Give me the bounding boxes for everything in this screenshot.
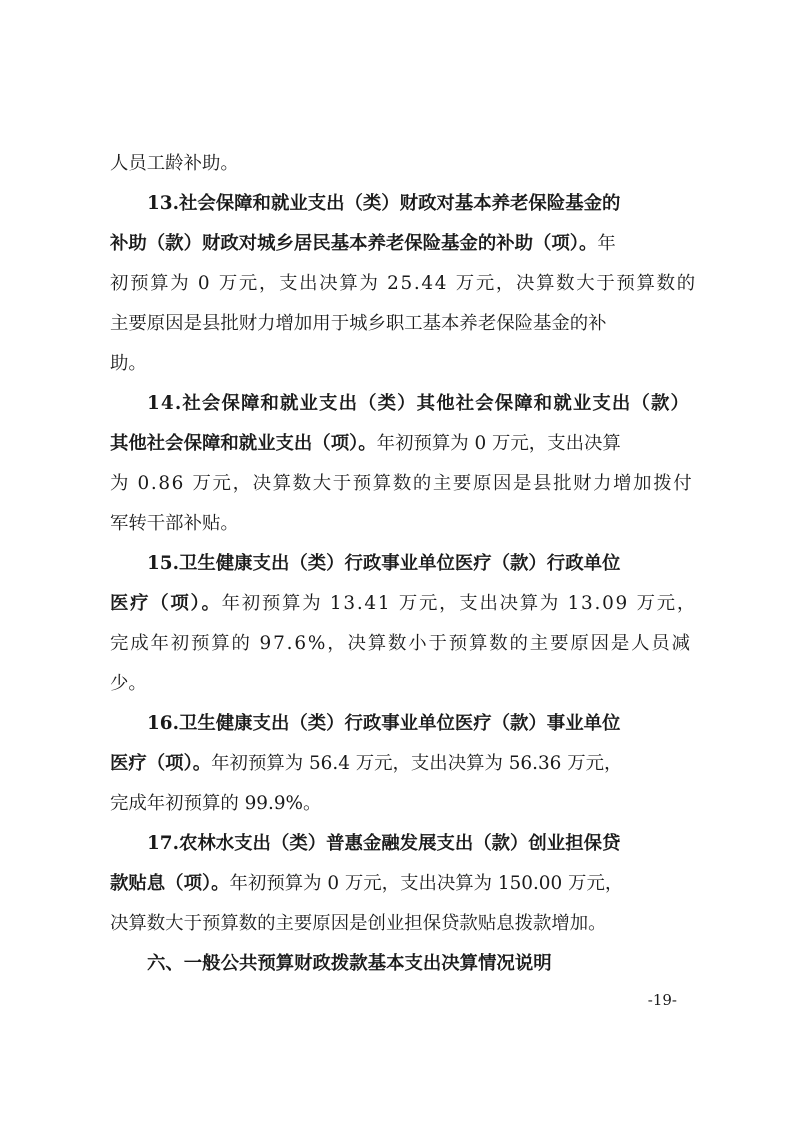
item-15-heading xyxy=(0,544,793,584)
paragraph-text: 补助（款）财政对城乡居民基本养老保险基金的补助（项）。年 xyxy=(110,233,616,254)
text-line xyxy=(0,664,793,704)
paragraph-text: 完成年初预算的 99.9%。 xyxy=(110,793,322,814)
text-line xyxy=(0,144,793,184)
item-16-heading xyxy=(0,704,793,744)
paragraph-text: 其他社会保障和就业支出（项）。年初预算为 0 万元，支出决算 xyxy=(110,433,621,454)
paragraph-text: 款贴息（项）。年初预算为 0 万元，支出决算为 150.00 万元， xyxy=(110,873,624,894)
paragraph-text: 人员工龄补助。 xyxy=(110,153,239,174)
text-line xyxy=(0,344,793,384)
item-17-heading xyxy=(0,824,793,864)
paragraph-text: 16.卫生健康支出（类）行政事业单位医疗（款）事业单位 xyxy=(147,713,621,734)
paragraph-text: 助。 xyxy=(110,353,147,374)
text-line xyxy=(0,504,793,544)
text-line xyxy=(0,264,793,304)
text-line xyxy=(0,904,793,944)
section-heading-text: 六、一般公共预算财政拨款基本支出决算情况说明 xyxy=(147,953,552,974)
item-14-heading xyxy=(0,384,793,424)
paragraph-text: 17.农林水支出（类）普惠金融发展支出（款）创业担保贷 xyxy=(147,833,621,854)
section-heading xyxy=(0,944,793,984)
text-line xyxy=(0,744,793,784)
paragraph-text: 医疗（项）。年初预算为 56.4 万元，支出决算为 56.36 万元， xyxy=(110,753,623,774)
text-line xyxy=(0,584,793,624)
paragraph-text: 13.社会保障和就业支出（类）财政对基本养老保险基金的 xyxy=(147,193,621,214)
paragraph-text: 初预算为 0 万元，支出决算为 25.44 万元，决算数大于预算数的 xyxy=(110,273,697,294)
text-line xyxy=(0,864,793,904)
text-line xyxy=(0,304,793,344)
text-line xyxy=(0,224,793,264)
paragraph-text: 完成年初预算的 97.6%，决算数小于预算数的主要原因是人员减 xyxy=(110,633,692,654)
paragraph-text: 15.卫生健康支出（类）行政事业单位医疗（款）行政单位 xyxy=(147,553,621,574)
page-number: -19- xyxy=(647,991,677,1009)
paragraph-text: 军转干部补贴。 xyxy=(110,513,239,534)
text-line xyxy=(0,424,793,464)
paragraph-text: 少。 xyxy=(110,673,147,694)
paragraph-text: 主要原因是县批财力增加用于城乡职工基本养老保险基金的补 xyxy=(110,313,607,334)
text-line xyxy=(0,464,793,504)
paragraph-text: 14.社会保障和就业支出（类）其他社会保障和就业支出（款） xyxy=(147,393,690,414)
paragraph-text: 医疗（项）。年初预算为 13.41 万元，支出决算为 13.09 万元， xyxy=(110,593,697,614)
text-line xyxy=(0,784,793,824)
item-13-heading xyxy=(0,184,793,224)
text-line xyxy=(0,624,793,664)
paragraph-text: 决算数大于预算数的主要原因是创业担保贷款贴息拨款增加。 xyxy=(110,913,607,934)
paragraph-text: 为 0.86 万元，决算数大于预算数的主要原因是县批财力增加拨付 xyxy=(110,473,694,494)
